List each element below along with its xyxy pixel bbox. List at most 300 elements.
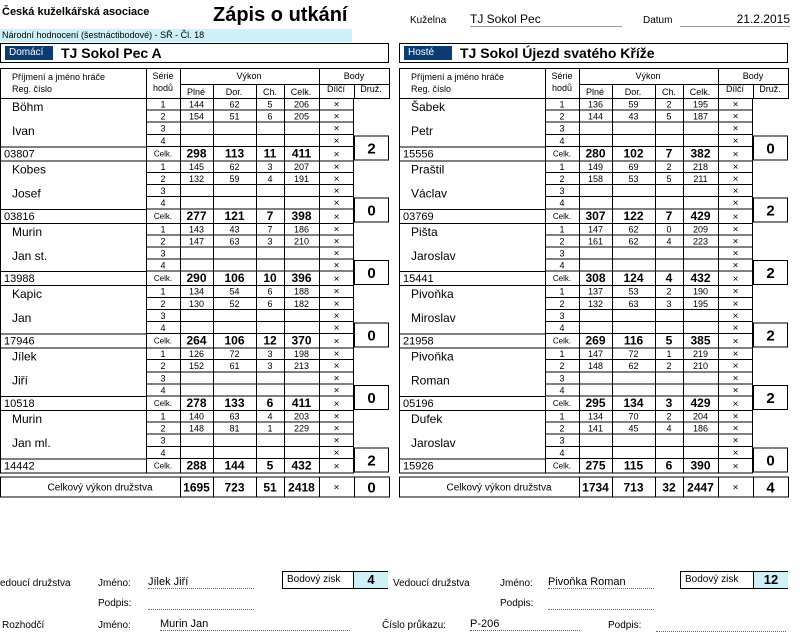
series-value: 213 [293,361,310,372]
player-points: 0 [766,452,775,470]
series-value: 6 [267,298,273,309]
dilci-mark: × [732,111,739,123]
series-value: 69 [628,161,639,172]
guest-signature-field[interactable] [548,596,654,610]
series-number: 2 [559,111,565,122]
series-value: 188 [293,286,310,297]
col-dor: Dor. [225,87,243,97]
dilci-mark: × [732,186,739,198]
player-points: 2 [766,389,775,407]
series-value: 6 [267,286,273,297]
total-value: 102 [623,146,644,161]
player-reg: 03816 [4,210,35,223]
series-number: 4 [559,385,565,396]
col-plne: Plné [186,87,206,97]
player-firstname: Roman [411,373,450,388]
league-label: Národní hodnocení (šestnáctibodové) - SŘ - Čl. 18 [0,29,352,42]
series-value: 5 [267,99,273,110]
series-number: 3 [160,123,166,134]
total-value: 308 [585,271,606,286]
series-number: 1 [160,224,166,235]
team-total-value: 1734 [582,480,609,495]
dilci-mark: × [333,211,340,223]
dilci-mark: × [333,260,340,272]
series-value: 154 [188,111,205,122]
series-value: 45 [628,423,639,434]
total-value: 133 [224,396,245,410]
series-number: 3 [559,435,565,446]
team-total-value: 713 [623,480,644,495]
page-title: Zápis o utkání [213,4,348,26]
series-value: 3 [267,349,273,360]
player-surname: Dufek [411,412,443,426]
total-value: 122 [623,208,644,223]
guest-leader-label: Vedoucí družstva [393,578,470,589]
total-value: 134 [623,396,644,410]
total-value: 432 [690,271,711,286]
card-label: Číslo průkazu: [382,620,446,631]
dilci-mark: × [732,149,739,161]
series-value: 5 [666,111,672,122]
player-surname: Pivoňka [411,287,454,302]
series-value: 126 [188,349,205,360]
series-number: 1 [160,161,166,172]
total-value: 382 [690,146,711,161]
dilci-mark: × [333,236,340,248]
dilci-mark: × [732,211,739,223]
dilci-mark: × [732,336,739,348]
player-points: 0 [367,265,376,283]
series-value: 4 [267,174,273,184]
date-value: 21.2.2015 [680,12,790,27]
total-label: Celk. [153,149,173,159]
total-value: 275 [585,458,606,473]
total-value: 277 [186,208,207,223]
dilci-mark: × [333,111,340,123]
series-number: 3 [160,310,166,321]
col-series-2: hodů [152,83,174,93]
series-value: 218 [692,161,709,172]
dilci-mark: × [333,361,340,373]
col-celk: Celk. [689,87,711,97]
player-reg: 03807 [4,148,35,161]
series-number: 3 [160,435,166,446]
series-value: 2 [666,286,672,297]
col-dilci: Dílčí [726,84,744,94]
total-value: 121 [224,208,245,223]
total-value: 396 [291,271,312,286]
guest-team-bar [399,43,788,63]
total-value: 298 [186,146,207,161]
series-number: 4 [559,198,565,209]
total-value: 295 [585,396,606,410]
dilci-mark: × [333,99,340,111]
team-points: 0 [367,479,376,497]
series-value: 63 [628,298,639,309]
player-points: 0 [367,389,376,407]
series-value: 143 [188,224,205,235]
card-value: P-206 [470,618,580,631]
total-value: 144 [224,458,245,473]
referee-name: Murin Jan [160,618,350,631]
dilci-mark: × [732,461,739,473]
series-value: 134 [188,286,205,297]
total-value: 6 [266,396,274,410]
series-value: 210 [692,361,709,372]
dilci-mark: × [333,286,340,298]
player-points: 2 [367,140,376,158]
series-value: 182 [293,298,310,309]
series-number: 1 [160,99,166,110]
player-firstname: Jan st. [12,248,48,263]
series-value: 147 [587,349,604,360]
series-value: 229 [293,423,310,434]
player-surname: Praštil [411,162,445,177]
series-value: 3 [267,236,273,247]
series-value: 43 [628,111,639,122]
player-firstname: Ivan [12,124,35,138]
player-firstname: Jaroslav [411,248,456,263]
guest-scoresheet [399,68,789,568]
dilci-mark: × [333,198,340,210]
series-value: 210 [293,236,310,247]
team-total-label: Celkový výkon družstva [47,482,153,494]
col-dor: Dor. [624,87,642,97]
col-ch: Ch. [262,87,278,97]
series-value: 207 [293,161,310,172]
total-value: 390 [690,458,711,473]
series-number: 2 [160,423,166,434]
series-number: 4 [160,323,166,333]
col-druz: Druž. [360,84,382,94]
series-value: 2 [666,161,672,172]
player-surname: Jílek [12,349,37,364]
home-jmeno-label: Jméno: [98,578,131,589]
total-value: 307 [585,208,606,223]
series-number: 3 [559,186,565,197]
dilci-mark: × [732,174,739,185]
dilci-mark: × [333,123,340,135]
series-value: 2 [666,411,672,422]
player-surname: Pivoňka [411,349,454,364]
team-total-value: 51 [263,480,277,495]
series-value: 51 [229,111,240,122]
series-value: 137 [587,286,604,297]
total-value: 11 [263,146,277,161]
home-leader-name: Jílek Jiří [148,576,254,589]
total-value: 7 [665,208,673,223]
series-value: 147 [587,224,604,235]
series-number: 2 [559,174,565,184]
series-number: 2 [160,298,166,309]
dilci-mark: × [333,349,340,361]
player-firstname: Miroslav [411,311,456,326]
dilci-mark: × [732,423,739,435]
series-value: 52 [229,298,240,309]
series-number: 4 [559,260,565,271]
total-value: 398 [291,208,312,223]
total-label: Celk. [153,399,173,408]
total-value: 116 [623,333,644,348]
series-value: 130 [188,298,205,309]
dilci-mark: × [333,385,340,397]
col-dilci: Dílčí [327,84,345,94]
player-surname: Murin [12,412,43,426]
series-number: 2 [559,236,565,247]
series-number: 3 [160,373,166,384]
col-reg: Reg. číslo [411,84,452,94]
total-value: 106 [224,271,245,286]
series-value: 158 [587,174,604,184]
team-total-value: 2447 [687,480,714,495]
series-number: 4 [160,447,166,458]
total-value: 411 [291,146,312,161]
series-value: 132 [188,174,205,184]
player-reg: 13988 [4,273,35,286]
dilci-mark: × [333,399,340,410]
total-label: Celk. [153,461,173,471]
series-value: 4 [666,236,672,247]
guest-zisk-label: Bodový zisk [685,574,739,585]
dilci-mark: × [732,99,739,111]
player-points: 0 [367,202,376,220]
guest-podpis-label: Podpis: [500,598,534,609]
series-value: 63 [229,411,240,422]
home-zisk-label: Bodový zisk [287,574,341,585]
home-tag: Domácí [5,46,53,60]
series-value: 140 [188,411,205,422]
series-number: 1 [559,224,565,235]
total-value: 124 [623,271,644,286]
referee-podpis-label: Podpis: [608,620,642,631]
col-series-2: hodů [551,83,573,93]
team-total-value: 32 [662,480,676,495]
home-signature-field[interactable] [148,596,254,610]
series-value: 70 [628,411,639,422]
series-value: 149 [587,161,604,172]
dilci-mark: × [333,224,340,236]
series-value: 219 [692,349,709,360]
series-number: 3 [160,248,166,259]
dilci-mark: × [732,361,739,373]
series-value: 6 [267,111,273,122]
dilci-mark: × [333,447,340,459]
date-label: Datum [643,15,673,26]
total-value: 6 [665,458,673,473]
series-number: 3 [559,123,565,134]
col-perf: Výkon [635,71,661,81]
total-value: 264 [186,333,207,348]
total-label: Celk. [153,274,173,284]
guest-leader-name: Pivoňka Roman [548,576,654,589]
player-points: 0 [766,140,775,158]
series-value: 59 [229,174,240,184]
dilci-mark: × [732,248,739,260]
guest-points-box [680,571,788,589]
player-firstname: Václav [411,186,448,201]
total-value: 269 [585,333,606,348]
home-points-box [282,571,388,589]
series-value: 4 [267,411,273,422]
series-value: 62 [628,236,639,247]
player-reg: 15556 [403,148,434,161]
dilci-mark: × [732,236,739,248]
total-value: 7 [266,208,274,223]
total-value: 370 [291,333,312,348]
total-value: 113 [224,146,245,161]
guest-team-name: TJ Sokol Újezd svatého Kříže [460,45,655,61]
series-value: 191 [293,174,310,184]
total-value: 411 [291,396,312,410]
series-value: 223 [692,236,709,247]
series-value: 198 [293,349,310,360]
col-name: Příjmení a jméno hráče [12,72,106,82]
series-value: 136 [587,99,604,110]
series-value: 195 [692,298,709,309]
player-firstname: Jaroslav [411,436,456,450]
series-number: 4 [160,260,166,271]
series-number: 1 [559,411,565,422]
total-label: Celk. [552,461,572,471]
dilci-mark: × [333,149,340,161]
series-value: 132 [587,298,604,309]
series-number: 1 [559,349,565,360]
series-value: 144 [188,99,205,110]
series-value: 62 [628,361,639,372]
guest-zisk-value: 12 [753,572,788,588]
series-value: 61 [229,361,240,372]
total-value: 290 [186,271,207,286]
col-celk: Celk. [290,87,312,97]
col-body: Body [343,71,365,81]
total-value: 288 [186,458,207,473]
dilci-mark: × [732,411,739,423]
col-ch: Ch. [661,87,677,97]
series-value: 195 [692,99,709,110]
referee-jmeno-label: Jméno: [98,620,131,631]
dilci-mark: × [732,286,739,298]
player-surname: Šabek [411,100,446,114]
series-value: 3 [666,298,672,309]
series-value: 4 [666,423,672,434]
dilci-mark: × [732,435,739,447]
series-value: 2 [666,99,672,110]
col-perf: Výkon [236,71,262,81]
series-value: 186 [692,423,709,434]
col-druz: Druž. [759,84,781,94]
team-total-value: 2418 [288,480,315,495]
series-number: 2 [559,298,565,309]
total-value: 385 [690,333,711,348]
home-scoresheet [0,68,390,568]
dilci-mark: × [732,447,739,459]
series-number: 2 [160,111,166,122]
dilci-mark: × [333,161,340,173]
dilci-mark: × [333,310,340,322]
player-firstname: Jiří [12,373,28,388]
player-surname: Pišta [411,224,438,239]
dilci-mark: × [732,135,739,147]
series-value: 145 [188,161,205,172]
series-number: 1 [160,349,166,360]
series-number: 4 [160,135,166,146]
series-number: 3 [559,248,565,259]
dilci-mark: × [732,385,739,397]
player-surname: Kobes [12,162,47,177]
dilci-mark: × [732,161,739,173]
series-number: 4 [160,385,166,396]
col-plne: Plné [585,87,605,97]
series-value: 206 [293,99,310,110]
series-value: 203 [293,411,310,422]
series-number: 1 [559,286,565,297]
dilci-mark: × [732,310,739,322]
series-number: 1 [559,99,565,110]
dilci-mark: × [333,135,340,147]
home-podpis-label: Podpis: [98,598,132,609]
dilci-mark: × [732,198,739,210]
total-value: 5 [266,458,274,473]
series-value: 0 [666,224,672,235]
guest-tag: Hosté [404,46,452,60]
series-value: 148 [188,423,205,434]
team-total-value: 723 [224,480,245,495]
player-reg: 10518 [4,398,35,410]
series-value: 144 [587,111,604,122]
total-value: 10 [263,271,277,286]
dilci-mark: × [333,248,340,260]
total-label: Celk. [552,149,572,159]
series-value: 81 [229,423,240,434]
dilci-mark: × [333,461,340,473]
total-value: 3 [665,396,673,410]
home-team-name: TJ Sokol Pec A [61,45,162,61]
dilci-mark: × [732,349,739,361]
total-label: Celk. [153,211,173,221]
series-value: 2 [666,361,672,372]
total-value: 115 [623,458,644,473]
series-value: 161 [587,236,604,247]
series-value: 187 [692,111,709,122]
series-value: 54 [229,286,240,297]
dilci-mark: × [333,323,340,334]
venue-value: TJ Sokol Pec [470,12,622,27]
series-number: 1 [559,161,565,172]
home-team-bar [0,43,389,63]
total-value: 5 [665,333,673,348]
total-label: Celk. [552,336,572,346]
series-value: 7 [267,224,273,235]
referee-signature-field[interactable] [656,618,786,632]
player-firstname: Jan ml. [12,436,51,450]
dilci-mark: × [333,423,340,435]
dilci-mark: × [732,399,739,410]
player-reg: 14442 [4,460,35,473]
series-number: 2 [160,236,166,247]
home-zisk-value: 4 [353,572,388,588]
series-value: 204 [692,411,709,422]
total-value: 106 [224,333,245,348]
dilci-mark: × [732,298,739,310]
col-body: Body [742,71,764,81]
player-firstname: Josef [12,186,41,201]
total-value: 429 [690,208,711,223]
association-name: Česká kuželkářská asociace [2,6,150,18]
dilci-mark: × [333,482,340,494]
team-total-label: Celkový výkon družstva [446,482,552,494]
series-value: 62 [229,99,240,110]
series-value: 53 [628,286,639,297]
